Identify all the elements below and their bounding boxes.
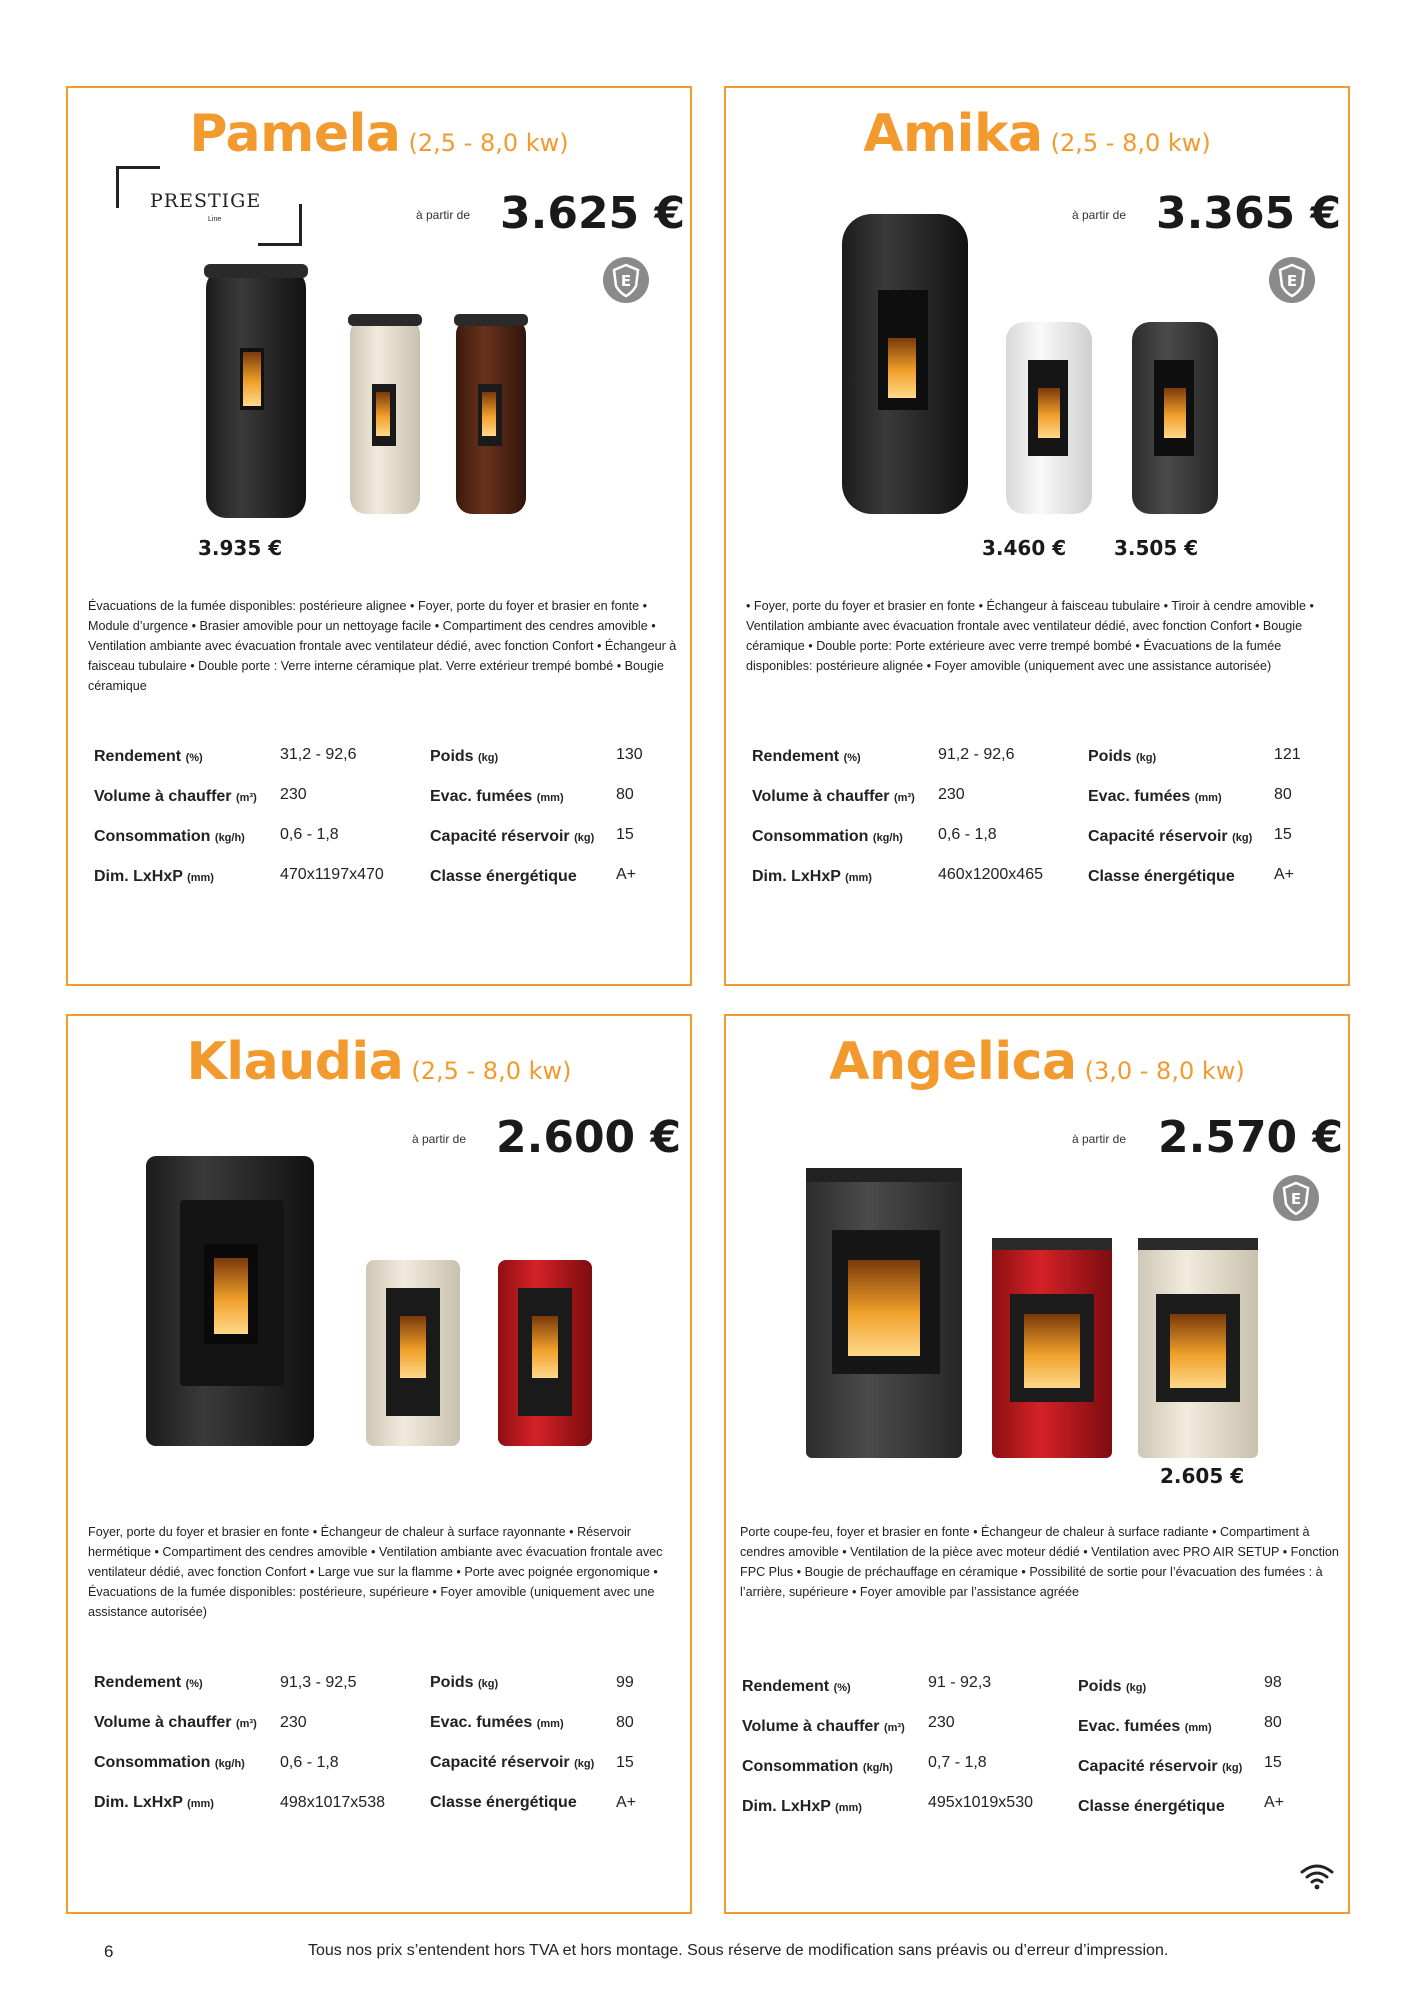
spec-label-consommation: Consommation (kg/h): [94, 828, 245, 845]
prestige-logo-text: PRESTIGE: [150, 190, 262, 212]
product-image-angelica: [796, 1164, 1276, 1474]
variant-price: 2.605 €: [1160, 1464, 1245, 1488]
e-eco-shield-icon: [1272, 1174, 1320, 1222]
product-power: (3,0 - 8,0 kw): [1084, 1057, 1245, 1085]
spec-label-capacite: Capacité réservoir (kg): [430, 828, 595, 845]
spec-value-consommation: 0,6 - 1,8: [280, 1754, 339, 1771]
spec-value-dim: 498x1017x538: [280, 1794, 385, 1811]
spec-label-classe: Classe énergétique: [1088, 868, 1235, 885]
spec-label-evac: Evac. fumées (mm): [430, 1714, 564, 1731]
spec-row: [94, 1794, 674, 1826]
spec-label-evac: Evac. fumées (mm): [430, 788, 564, 805]
spec-value-rendement: 91,3 - 92,5: [280, 1674, 357, 1691]
from-label: à partir de: [412, 1132, 467, 1146]
variant-price: 3.460 €: [982, 536, 1067, 560]
spec-row: [742, 1794, 1322, 1830]
spec-label-consommation: Consommation (kg/h): [742, 1758, 893, 1775]
spec-value-rendement: 31,2 - 92,6: [280, 746, 357, 763]
variant-price: 3.935 €: [198, 536, 283, 560]
spec-label-poids: Poids (kg): [1078, 1678, 1147, 1695]
spec-value-volume: 230: [280, 1714, 307, 1731]
product-description: Foyer, porte du foyer et brasier en fonte • Échangeur de chaleur à surface rayonnante • Réservoir hermétique • Compartiment des cendres amovible • Ventilation ambiante avec évacuation frontale avec ventilateur dédié, avec fonction Confort • Large vue sur la flamme • Porte avec poignée ergonomique • Évacuations de la fumée disponibles: postérieure, supérieure • Foyer amovible (uniquement avec une assistance autorisée): [88, 1525, 663, 1619]
spec-value-classe: A+: [1264, 1794, 1285, 1811]
spec-value-classe: A+: [616, 866, 637, 883]
spec-row: [752, 868, 1332, 900]
spec-label-classe: Classe énergétique: [430, 1794, 577, 1811]
spec-value-evac: 80: [616, 1714, 634, 1731]
spec-label-volume: Volume à chauffer (m³): [742, 1718, 905, 1735]
spec-label-poids: Poids (kg): [430, 748, 499, 765]
spec-label-consommation: Consommation (kg/h): [752, 828, 903, 845]
svg-text:E: E: [1290, 1190, 1302, 1208]
footer-note: Tous nos prix s’entendent hors TVA et hors montage. Sous réserve de modification sans préavis ou d’erreur d’impression.: [308, 1942, 1169, 1959]
spec-value-volume: 230: [938, 786, 965, 803]
spec-table: [94, 1674, 674, 1814]
spec-value-volume: 230: [280, 786, 307, 803]
spec-value-evac: 80: [1274, 786, 1292, 803]
spec-label-consommation: Consommation (kg/h): [94, 1754, 245, 1771]
spec-value-consommation: 0,6 - 1,8: [938, 826, 997, 843]
spec-value-dim: 470x1197x470: [280, 866, 384, 883]
spec-value-classe: A+: [1274, 866, 1295, 883]
product-price: 2.570 €: [1158, 1112, 1344, 1163]
product-card-amika: [724, 86, 1350, 986]
wifi-icon: [1300, 1862, 1334, 1890]
spec-table: [94, 748, 674, 888]
spec-value-poids: 98: [1264, 1674, 1282, 1691]
product-price: 3.625 €: [500, 188, 686, 239]
product-power: (2,5 - 8,0 kw): [411, 1057, 572, 1085]
product-price: 2.600 €: [496, 1112, 682, 1163]
spec-label-dim: Dim. LxHxP (mm): [742, 1798, 862, 1815]
prestige-line-logo: [116, 166, 302, 246]
spec-value-volume: 230: [928, 1714, 955, 1731]
spec-value-poids: 99: [616, 1674, 634, 1691]
spec-value-capacite: 15: [616, 826, 634, 843]
variant-price: 3.505 €: [1114, 536, 1199, 560]
spec-value-capacite: 15: [616, 1754, 634, 1771]
product-title: Angelica: [829, 1032, 1077, 1092]
spec-table: [752, 748, 1332, 888]
title-row: [726, 104, 1348, 164]
spec-row: [94, 748, 674, 780]
spec-value-rendement: 91,2 - 92,6: [938, 746, 1015, 763]
product-description: Porte coupe-feu, foyer et brasier en fonte • Échangeur de chaleur à surface radiante • Compartiment à cendres amovible • Ventilation de la pièce avec moteur dédié • Ventilation avec PRO AIR SETUP • Fonction FPC Plus • Bougie de préchauffage en céramique • Possibilité de sortie pour l’évacuation des fumées : à l’arrière, supérieure • Foyer amovible par l’assistance agréée: [740, 1525, 1339, 1599]
spec-label-evac: Evac. fumées (mm): [1088, 788, 1222, 805]
spec-label-dim: Dim. LxHxP (mm): [752, 868, 872, 885]
spec-label-rendement: Rendement (%): [94, 1674, 203, 1691]
product-description: Évacuations de la fumée disponibles: postérieure alignee • Foyer, porte du foyer et brasier en fonte • Module d’urgence • Brasier amovible pour un nettoyage facile • Compartiment des cendres amovible • Ventilation ambiante avec évacuation frontale avec ventilateur dédié, avec fonction Confort • Échangeur à faisceau tubulaire • Double porte : Verre interne céramique plat. Verre extérieur trempé bombé • Bougie céramique: [88, 599, 677, 693]
spec-row: [94, 868, 674, 900]
spec-value-dim: 460x1200x465: [938, 866, 1043, 883]
from-label: à partir de: [1072, 208, 1127, 222]
spec-label-capacite: Capacité réservoir (kg): [430, 1754, 595, 1771]
spec-label-rendement: Rendement (%): [752, 748, 861, 765]
spec-label-rendement: Rendement (%): [742, 1678, 851, 1695]
spec-label-volume: Volume à chauffer (m³): [94, 1714, 257, 1731]
product-power: (2,5 - 8,0 kw): [408, 129, 569, 157]
prestige-logo-sub: Line: [208, 216, 222, 223]
spec-label-poids: Poids (kg): [430, 1674, 499, 1691]
product-card-angelica: [724, 1014, 1350, 1914]
product-image-pamela: [118, 260, 618, 530]
spec-label-volume: Volume à chauffer (m³): [94, 788, 257, 805]
spec-row: [752, 828, 1332, 860]
page-number: 6: [104, 1942, 114, 1961]
title-row: [68, 104, 690, 164]
spec-label-classe: Classe énergétique: [1078, 1798, 1225, 1815]
spec-row: [742, 1754, 1322, 1790]
from-label: à partir de: [1072, 1132, 1127, 1146]
title-row: [68, 1032, 690, 1092]
spec-row: [752, 788, 1332, 820]
spec-value-rendement: 91 - 92,3: [928, 1674, 992, 1691]
spec-table: [742, 1674, 1322, 1818]
spec-value-poids: 130: [616, 746, 643, 763]
spec-label-rendement: Rendement (%): [94, 748, 203, 765]
spec-value-capacite: 15: [1274, 826, 1292, 843]
spec-label-evac: Evac. fumées (mm): [1078, 1718, 1212, 1735]
spec-value-consommation: 0,7 - 1,8: [928, 1754, 987, 1771]
spec-row: [94, 1674, 674, 1706]
spec-row: [742, 1714, 1322, 1750]
spec-label-dim: Dim. LxHxP (mm): [94, 868, 214, 885]
spec-label-capacite: Capacité réservoir (kg): [1088, 828, 1253, 845]
product-image-klaudia: [104, 1148, 664, 1458]
spec-value-classe: A+: [616, 1794, 637, 1811]
spec-row: [94, 1714, 674, 1746]
spec-value-capacite: 15: [1264, 1754, 1282, 1771]
product-title: Klaudia: [186, 1032, 404, 1092]
spec-label-dim: Dim. LxHxP (mm): [94, 1794, 214, 1811]
product-title: Pamela: [189, 104, 401, 164]
spec-row: [94, 828, 674, 860]
spec-value-dim: 495x1019x530: [928, 1794, 1033, 1811]
product-card-klaudia: [66, 1014, 692, 1914]
svg-text:E: E: [1286, 272, 1298, 290]
product-power: (2,5 - 8,0 kw): [1050, 129, 1211, 157]
spec-row: [742, 1674, 1322, 1710]
spec-value-poids: 121: [1274, 746, 1301, 763]
spec-label-classe: Classe énergétique: [430, 868, 577, 885]
spec-row: [94, 1754, 674, 1786]
spec-label-poids: Poids (kg): [1088, 748, 1157, 765]
title-row: [726, 1032, 1348, 1092]
spec-label-capacite: Capacité réservoir (kg): [1078, 1758, 1243, 1775]
spec-value-consommation: 0,6 - 1,8: [280, 826, 339, 843]
spec-label-volume: Volume à chauffer (m³): [752, 788, 915, 805]
spec-value-evac: 80: [1264, 1714, 1282, 1731]
product-card-pamela: [66, 86, 692, 986]
product-title: Amika: [863, 104, 1043, 164]
product-image-amika: [776, 210, 1276, 530]
product-price: 3.365 €: [1156, 188, 1342, 239]
from-label: à partir de: [416, 208, 471, 222]
spec-value-evac: 80: [616, 786, 634, 803]
spec-row: [752, 748, 1332, 780]
product-description: • Foyer, porte du foyer et brasier en fonte • Échangeur à faisceau tubulaire • Tiroir à cendre amovible • Ventilation ambiante avec évacuation frontale avec ventilateur dédié, avec fonction Confort • Bougie céramique • Double porte: Porte extérieure avec verre trempé bombé • Évacuations de la fumée disponibles: postérieure alignée • Foyer amovible (uniquement avec une assistance autorisée): [746, 599, 1314, 673]
spec-row: [94, 788, 674, 820]
svg-text:E: E: [620, 272, 632, 290]
